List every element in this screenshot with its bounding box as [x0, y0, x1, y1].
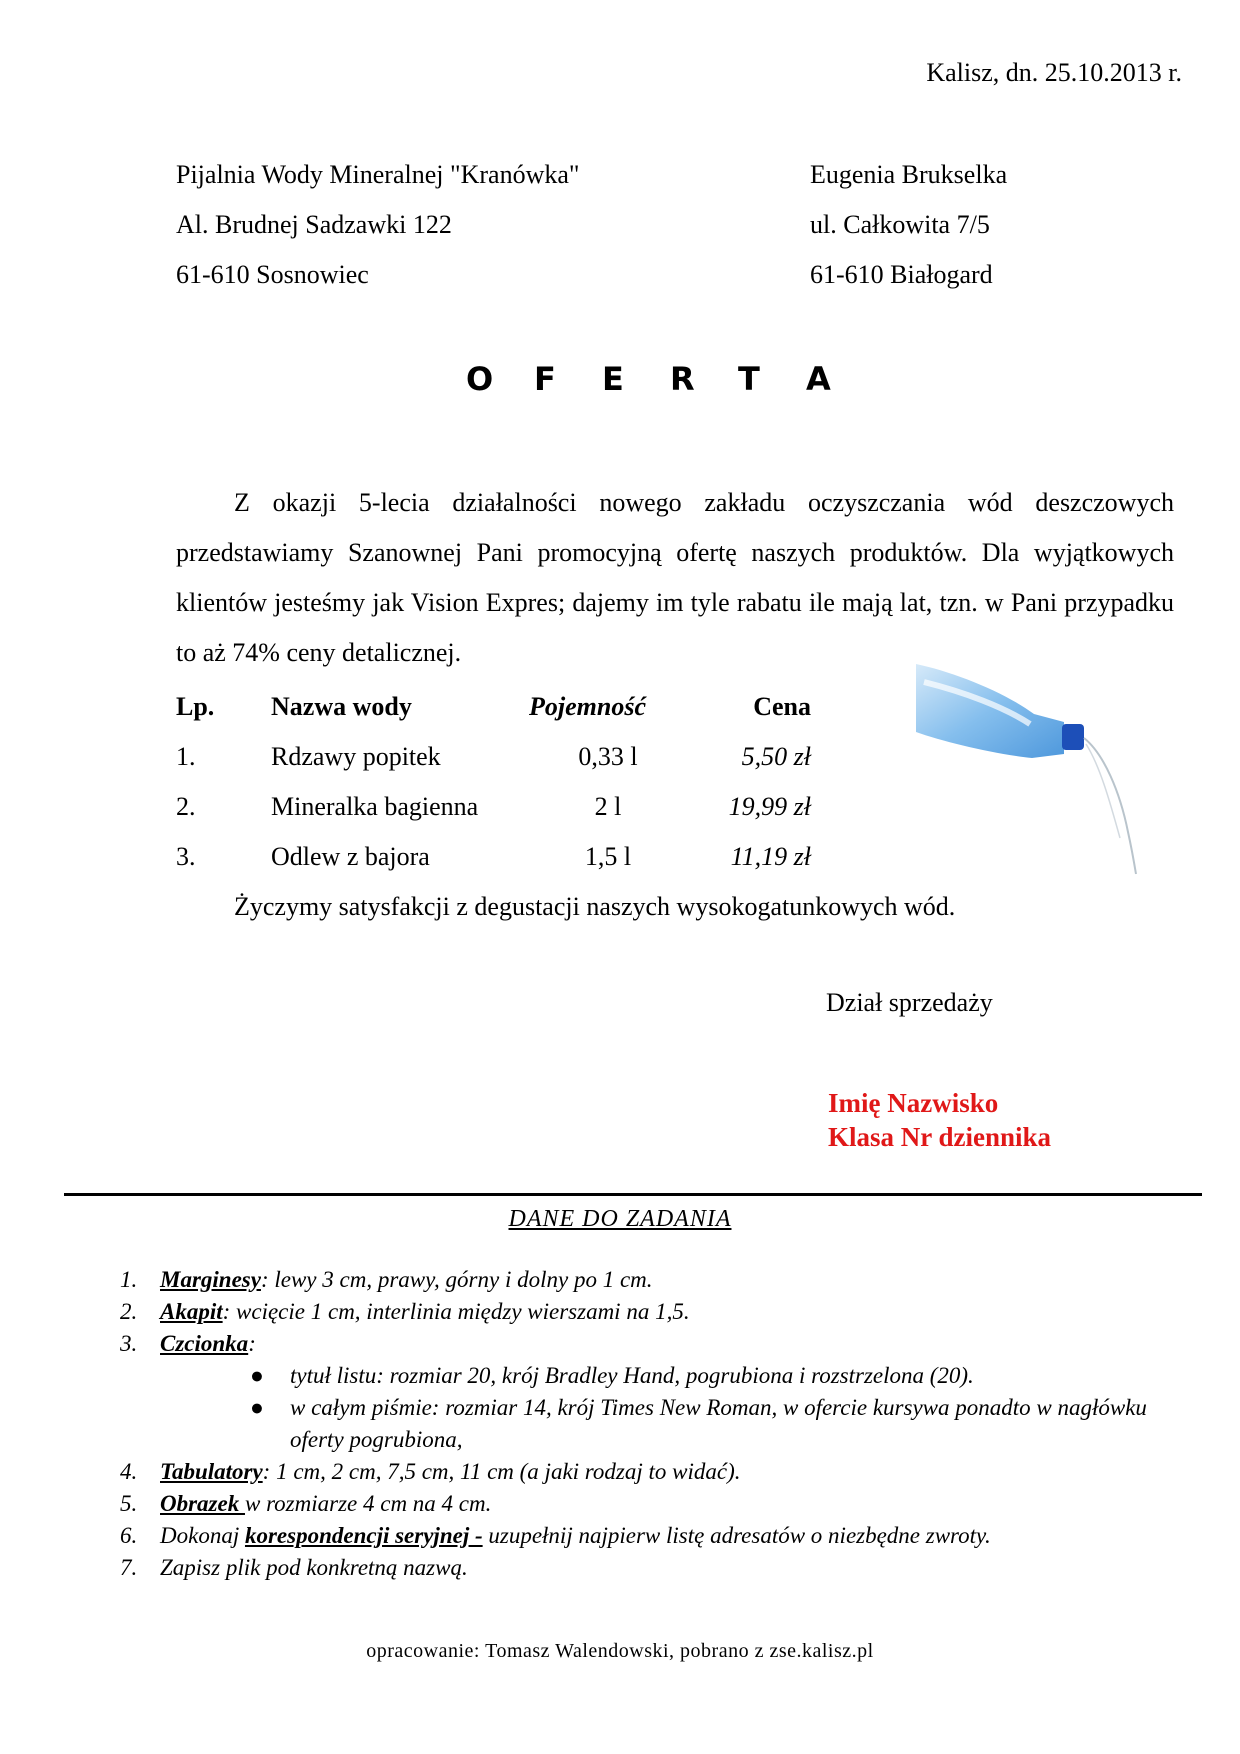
row-capacity: 2 l — [594, 792, 622, 821]
signature-block — [828, 1086, 1051, 1154]
title-letter: T — [738, 360, 760, 398]
title-letter: F — [534, 360, 556, 398]
task-number: 7. — [120, 1555, 138, 1580]
task-number: 2. — [120, 1299, 138, 1324]
task-number: 1. — [120, 1267, 138, 1292]
task-list — [120, 1264, 1180, 1584]
row-name: Rdzawy popitek — [271, 742, 441, 771]
letter-title — [466, 360, 874, 398]
divider-line — [64, 1193, 1202, 1196]
task-text: : lewy 3 cm, prawy, górny i dolny po 1 cm. — [260, 1267, 653, 1292]
task-title: DANE DO ZADANIA — [508, 1206, 732, 1232]
row-lp: 1. — [176, 742, 196, 771]
row-capacity: 1,5 l — [584, 842, 632, 871]
department-label: Dział sprzedaży — [826, 988, 993, 1017]
row-capacity: 0,33 l — [578, 742, 638, 771]
recipient-line-3: 61-610 Białogard — [810, 260, 993, 289]
water-bottle-image — [914, 662, 1146, 880]
bullet-text: w całym piśmie: rozmiar 14, krój Times New Roman, w ofercie kursywa ponadto w nagłówku oferty pogrubiona, — [290, 1395, 1147, 1452]
task-number: 5. — [120, 1491, 138, 1516]
task-text: w rozmiarze 4 cm na 4 cm. — [244, 1491, 492, 1516]
header-capacity: Pojemność — [529, 692, 646, 721]
task-text: : — [248, 1331, 256, 1356]
signature-class: Klasa Nr dziennika — [828, 1122, 1052, 1152]
task-keyword: Czcionka — [160, 1331, 249, 1356]
table-row — [176, 732, 811, 782]
sender-line-3: 61-610 Sosnowiec — [176, 260, 369, 289]
sender-line-1: Pijalnia Wody Mineralnej "Kranówka" — [176, 160, 580, 189]
list-item — [120, 1552, 1180, 1584]
list-item — [120, 1456, 1180, 1488]
font-bullet-list — [250, 1360, 1180, 1456]
table-row — [176, 832, 811, 882]
task-text: uzupełnij najpierw listę adresatów o niezbędne zwroty. — [482, 1523, 991, 1548]
table-row — [176, 782, 811, 832]
list-item — [120, 1520, 1180, 1552]
row-price: 11,19 zł — [730, 842, 811, 871]
task-keyword: Obrazek — [160, 1491, 245, 1516]
bullet-text: tytuł listu: rozmiar 20, krój Bradley Hand, pogrubiona i rozstrzelona (20). — [290, 1363, 974, 1388]
list-item — [120, 1264, 1180, 1296]
task-keyword: korespondencji seryjnej - — [244, 1523, 483, 1548]
row-name: Odlew z bajora — [271, 842, 430, 871]
task-number: 3. — [120, 1331, 138, 1356]
task-number: 6. — [120, 1523, 138, 1548]
task-keyword: Marginesy — [160, 1267, 261, 1292]
offer-paragraph: Z okazji 5-lecia działalności nowego zakładu oczyszczania wód deszczowych przedstawiamy Szanownej Pani promocyjną ofertę naszych produktów. Dla wyjątkowych klientów jesteśmy jak Vision Expres; dajemy im tyle rabatu ile mają lat, tzn. w Pani przypadku to aż 74% ceny detalicznej. — [176, 488, 1174, 667]
recipient-line-1: Eugenia Brukselka — [810, 160, 1008, 189]
title-letter: R — [670, 360, 695, 398]
row-lp: 3. — [176, 842, 196, 871]
header-name: Nazwa wody — [271, 692, 412, 721]
wish-text: Życzymy satysfakcji z degustacji naszych wysokogatunkowych wód. — [234, 892, 956, 921]
signature-name: Imię Nazwisko — [828, 1088, 999, 1118]
row-price: 5,50 zł — [741, 742, 811, 771]
task-prefix: Dokonaj — [160, 1523, 245, 1548]
title-letter: A — [806, 360, 831, 398]
row-lp: 2. — [176, 792, 196, 821]
task-prefix: Zapisz plik pod konkretną nazwą. — [160, 1555, 468, 1580]
title-letter: O — [466, 360, 494, 398]
task-keyword: Tabulatory — [160, 1459, 263, 1484]
letter-date: Kalisz, dn. 25.10.2013 r. — [926, 58, 1182, 87]
bullet-icon: ● — [250, 1363, 264, 1388]
list-item — [120, 1328, 1180, 1360]
task-keyword: Akapit — [160, 1299, 223, 1324]
table-header-row — [176, 682, 811, 732]
bullet-item — [250, 1392, 1180, 1456]
row-price: 19,99 zł — [728, 792, 811, 821]
row-name: Mineralka bagienna — [271, 792, 479, 821]
bullet-icon: ● — [250, 1395, 264, 1420]
list-item — [120, 1488, 1180, 1520]
list-item — [120, 1296, 1180, 1328]
task-text: : 1 cm, 2 cm, 7,5 cm, 11 cm (a jaki rodzaj to widać). — [262, 1459, 741, 1484]
header-lp: Lp. — [176, 692, 215, 721]
recipient-line-2: ul. Całkowita 7/5 — [810, 210, 990, 239]
sender-address — [176, 150, 580, 300]
footer-credit: opracowanie: Tomasz Walendowski, pobrano z zse.kalisz.pl — [366, 1640, 874, 1662]
task-text: : wcięcie 1 cm, interlinia między wierszami na 1,5. — [222, 1299, 690, 1324]
header-price: Cena — [753, 692, 811, 721]
title-letter: E — [602, 360, 624, 398]
recipient-address — [810, 150, 1007, 300]
sender-line-2: Al. Brudnej Sadzawki 122 — [176, 210, 452, 239]
bullet-item — [250, 1360, 1180, 1392]
task-number: 4. — [120, 1459, 138, 1484]
price-table — [176, 682, 811, 882]
